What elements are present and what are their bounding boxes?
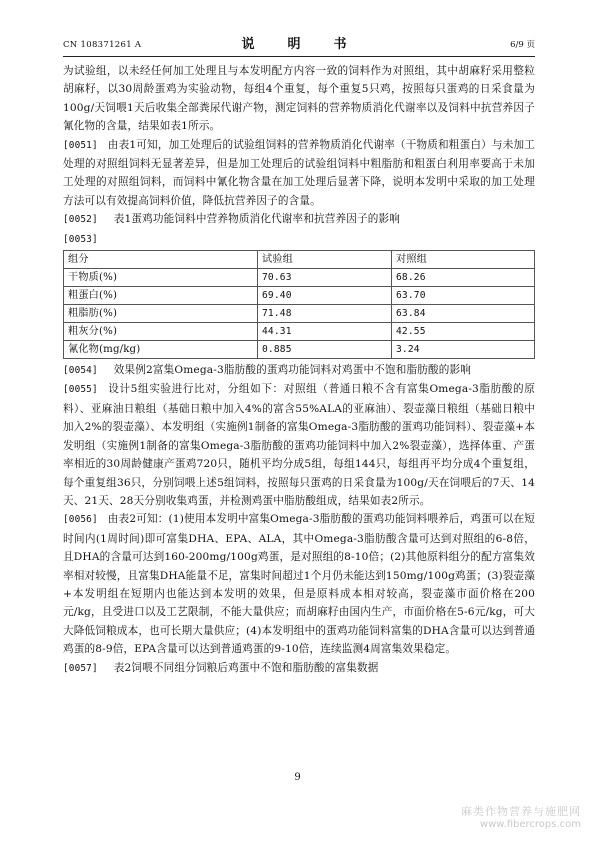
paragraph-0053 — [63, 230, 535, 249]
header-rule — [63, 56, 535, 57]
table-row — [64, 305, 535, 323]
table-cell: 干物质(%) — [64, 269, 258, 287]
table-cell: 70.63 — [258, 269, 392, 287]
paragraph-number: [0051] — [63, 139, 98, 151]
table-cell: 粗脂肪(%) — [64, 305, 258, 323]
table-cell: 氰化物(mg/kg) — [64, 341, 258, 359]
paragraph-0052 — [63, 210, 535, 229]
paragraph-text: 设计5组实验进行比对，分组如下：对照组（普通日粮不含有富集Omega-3脂肪酸的原料）、亚麻油日粮组（基础日粮中加入4%的富含55%ALA的亚麻油）、裂壶藻日粮组（基础日粮中加入2%的裂壶藻）、本发明组（实施例1制备的富集Omega-3脂肪酸的蛋鸡功能饲料）、裂壶藻+本发明组（实施例1制备的富集Omega-3脂肪酸的蛋鸡功能饲料中加入2%裂壶藻），选择体重、产蛋率相近的30周龄健康产蛋鸡720只，随机平均分成5组，每组144只，每组再平均分成4个重复组，每个重复组36只，分别饲喂上述5组饲料，按照每只蛋鸡的日采食量为100g/天在饲喂后的7天、14天、21天、28天分别收集鸡蛋，并检测鸡蛋中脂肪酸组成，结果如表2所示。 — [63, 383, 535, 507]
table-header-cell: 试验组 — [258, 251, 392, 269]
table-row — [64, 323, 535, 341]
document-number: CN 108371261 A — [63, 40, 142, 50]
paragraph-number: [0056] — [63, 514, 98, 526]
table-cell: 69.40 — [258, 287, 392, 305]
table-cell: 0.885 — [258, 341, 392, 359]
table-cell: 71.48 — [258, 305, 392, 323]
table-cell: 粗蛋白(%) — [64, 287, 258, 305]
table-cell: 68.26 — [392, 269, 535, 287]
paragraph-number: [0052] — [63, 214, 98, 226]
paragraph-0057 — [63, 659, 535, 678]
table-header-row — [64, 251, 535, 269]
table-row — [64, 341, 535, 359]
table-1 — [63, 250, 535, 359]
table-cell: 63.70 — [392, 287, 535, 305]
paragraph-0055 — [63, 380, 535, 510]
table-caption: 表1蛋鸡功能饲料中营养物质消化代谢率和抗营养因子的影响 — [113, 213, 400, 226]
paragraph-continued: 为试验组，以未经任何加工处理且与本发明配方内容一致的饲料作为对照组，其中胡麻籽采用整粒胡麻籽，以30周龄蛋鸡为实验动物，每组4个重复，每个重复5只鸡，按照每只蛋鸡的日采食量为100g/天饲喂1天后收集全部粪尿代谢产物，测定饲料的营养物质消化代谢率以及饲料中抗营养因子氰化物的含量，结果如表1所示。 — [63, 65, 535, 133]
table-caption: 表2饲喂不同组分饲粮后鸡蛋中不饱和脂肪酸的富集数据 — [113, 661, 379, 674]
paragraph-text: 由表2可知：(1)使用本发明中富集Omega-3脂肪酸的蛋鸡功能饲料喂养后，鸡蛋可以在短时间内(1周时间)即可富集DHA、EPA、ALA，其中Omega-3脂肪酸含量可达到对照组的6-8倍，且DHA的含量可达到160-200mg/100g鸡蛋，是对照组的8-10倍；(2)其他原料组分的配方富集效率相对较慢，且富集DHA能量不足，富集时间超过1个月仍未能达到150mg/100g鸡蛋；(3)裂壶藻+本发明组在短期内也能达到本发明的效果，但是原料成本相对较高，裂壶藻市面价格在200元/kg，且受进口以及工艺限制，不能大量供应；而胡麻籽由国内生产，市面价格在5-6元/kg，可大大降低饲粮成本，也可长期大量供应；(4)本发明组中的蛋鸡功能饲料富集的DHA含量可以达到普通鸡蛋的8-9倍，EPA含量可以达到普通鸡蛋的9-10倍，连续监测4周富集效果稳定。 — [63, 513, 535, 656]
paragraph-number: [0057] — [63, 662, 98, 674]
table-row — [64, 269, 535, 287]
table-header-cell: 对照组 — [392, 251, 535, 269]
paragraph-0056 — [63, 510, 535, 658]
page-indicator: 6/9 页 — [510, 40, 535, 50]
paragraph-text: 由表1可知，加工处理后的试验组饲料的营养物质消化代谢率（干物质和粗蛋白）与未加工处理的对照组饲料无显著差异，但是加工处理后的试验组饲料中粗脂肪和粗蛋白利用率要高于未加工处理的对照组饲料，而饲料中氰化物含量在加工处理后显著下降，说明本发明中采取的加工处理方法可以有效提高饲料价值，降低抗营养因子的含量。 — [63, 138, 535, 207]
watermark-url: www.fibercrops.com — [479, 819, 581, 830]
table-cell: 粗灰分(%) — [64, 323, 258, 341]
paragraph-number: [0055] — [63, 384, 98, 396]
table-row — [64, 287, 535, 305]
table-header-cell: 组分 — [64, 251, 258, 269]
page-header — [63, 34, 535, 54]
paragraph-number: [0053] — [63, 233, 98, 245]
section-heading: 效果例2富集Omega-3脂肪酸的蛋鸡功能饲料对鸡蛋中不饱和脂肪酸的影响 — [113, 364, 471, 377]
table-cell: 42.55 — [392, 323, 535, 341]
paragraph-number: [0054] — [63, 365, 98, 377]
watermark-site-name: 麻类作物营养与施肥网 — [461, 805, 581, 818]
watermark — [461, 805, 581, 831]
paragraph-0051 — [63, 136, 535, 211]
paragraph-0054 — [63, 361, 535, 380]
table-cell: 3.24 — [392, 341, 535, 359]
document-body — [63, 62, 535, 678]
table-cell: 63.84 — [392, 305, 535, 323]
document-title: 说 明 书 — [241, 37, 357, 52]
table-cell: 44.31 — [258, 323, 392, 341]
page-number: 9 — [294, 772, 301, 783]
